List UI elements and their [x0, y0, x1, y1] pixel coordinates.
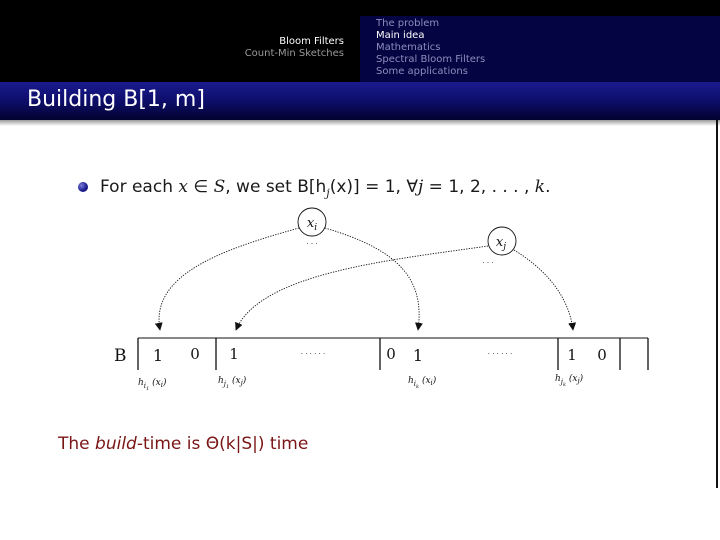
subsection-mathematics[interactable]: Mathematics	[376, 42, 441, 53]
hash-label: $h_{jk}$ $(x_j)$	[555, 374, 584, 388]
node-label-xj: $x_j$	[495, 235, 507, 252]
beamer-headline	[0, 0, 720, 82]
hash-label: $h_{ik}$ $(x_i)$	[408, 376, 437, 390]
array-cell: 0	[190, 345, 200, 363]
hash-arrow-xi-k	[325, 228, 419, 330]
array-cell: 0	[386, 345, 396, 363]
subsection-spectral-bloom-filters[interactable]: Spectral Bloom Filters	[376, 54, 486, 65]
array-ellipsis: · · · · · ·	[300, 350, 326, 358]
hash-arrow-xi-1	[159, 228, 299, 330]
slide-title: Building B[1, m]	[27, 87, 205, 112]
subsection-main-idea[interactable]: Main idea	[376, 30, 425, 41]
build-time-note: The build-time is Θ(k|S|) time	[58, 434, 309, 454]
array-cell: 1	[412, 346, 424, 365]
bullet-text: For each x ∈ S, we set $B[h_j(x)] = 1$, ∀j = 1, 2, . . . , k.	[100, 177, 551, 200]
right-border-line	[716, 120, 718, 488]
subsection-some-applications[interactable]: Some applications	[376, 66, 468, 77]
subsection-the-problem[interactable]: The problem	[376, 18, 440, 29]
subsection-nav	[360, 16, 720, 82]
hash-label: $h_{i1}$ $(x_i)$	[138, 378, 167, 392]
array-cell: 0	[597, 346, 607, 364]
section-bloom-filters[interactable]: Bloom Filters	[279, 36, 344, 47]
frame-title-bar	[0, 82, 720, 120]
hash-arrow-xj-k	[514, 250, 573, 330]
array-cell: 1	[567, 346, 577, 364]
section-nav	[0, 0, 360, 82]
node-dots: · · ·	[482, 259, 494, 267]
array-label: B	[114, 346, 127, 366]
node-label-xi: $x_i$	[306, 216, 318, 233]
array-ellipsis: · · · · · ·	[487, 350, 513, 358]
title-shadow	[0, 120, 720, 126]
bloom-filter-diagram	[100, 205, 660, 395]
array-cell: 1	[152, 346, 164, 365]
section-count-min-sketches[interactable]: Count-Min Sketches	[244, 48, 344, 59]
node-dots: · · ·	[306, 240, 318, 248]
hash-label: $h_{j1}$ $(x_j)$	[218, 376, 247, 390]
bullet-icon	[78, 182, 88, 192]
array-cell: 1	[229, 345, 239, 363]
hash-arrow-xj-1	[236, 246, 488, 330]
